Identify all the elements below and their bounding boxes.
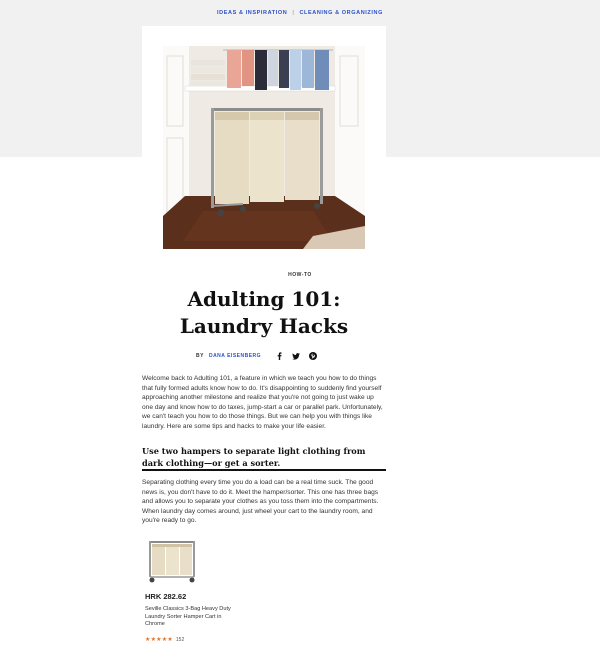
article-category[interactable]: HOW-TO: [288, 272, 312, 278]
author-link[interactable]: DANA EISENBERG: [208, 353, 262, 359]
share-buttons: [275, 352, 317, 360]
pinterest-icon[interactable]: [309, 352, 317, 360]
breadcrumb-separator: |: [292, 10, 295, 16]
product-image[interactable]: [146, 535, 198, 585]
byline-prefix: BY: [196, 353, 204, 359]
intro-paragraph: Welcome back to Adulting 101, a feature in which we teach you how to do things that fully formed adults know how to do. It's disappointing to suddenly find yourself approaching another milestone and realize that you're not going to just wake up one day and know how to do taxes, jump-start a car or parallel park. Unfortunately, we can't teach you how to do those things. But we can help you with things like laundry. Here are some tips and hacks to make your life easier.: [142, 375, 383, 430]
section-heading: Use two hampers to separate light clothing from dark clothing—or get a sorter.: [142, 446, 366, 468]
twitter-icon[interactable]: [292, 352, 300, 360]
hero-image: [163, 46, 365, 249]
section-paragraph: Separating clothing every time you do a load can be a real time suck. The good news is, you don't have to do it. Meet the hamper/sorter. This one has three bags and allows you to separate your clothes as you toss them into the compartments. When laundry day comes around, just wheel your cart to the laundry room, and you're ready to go.: [142, 479, 379, 525]
byline: [196, 351, 317, 361]
breadcrumb: [0, 10, 600, 16]
star-rating-icon: ★★★★★: [145, 636, 173, 643]
breadcrumb-cleaning-link[interactable]: CLEANING & ORGANIZING: [299, 10, 383, 16]
review-count[interactable]: 152: [175, 636, 185, 643]
breadcrumb-ideas-link[interactable]: IDEAS & INSPIRATION: [217, 10, 288, 16]
product-price: HRK 282.62: [145, 592, 187, 601]
section-divider: [142, 469, 386, 471]
facebook-icon[interactable]: [275, 352, 283, 360]
article-title: Adulting 101: Laundry Hacks: [179, 287, 349, 338]
product-name-link[interactable]: Seville Classics 3-Bag Heavy Duty Laundry Sorter Hamper Cart in Chrome: [145, 606, 231, 628]
product-rating: [145, 636, 184, 643]
